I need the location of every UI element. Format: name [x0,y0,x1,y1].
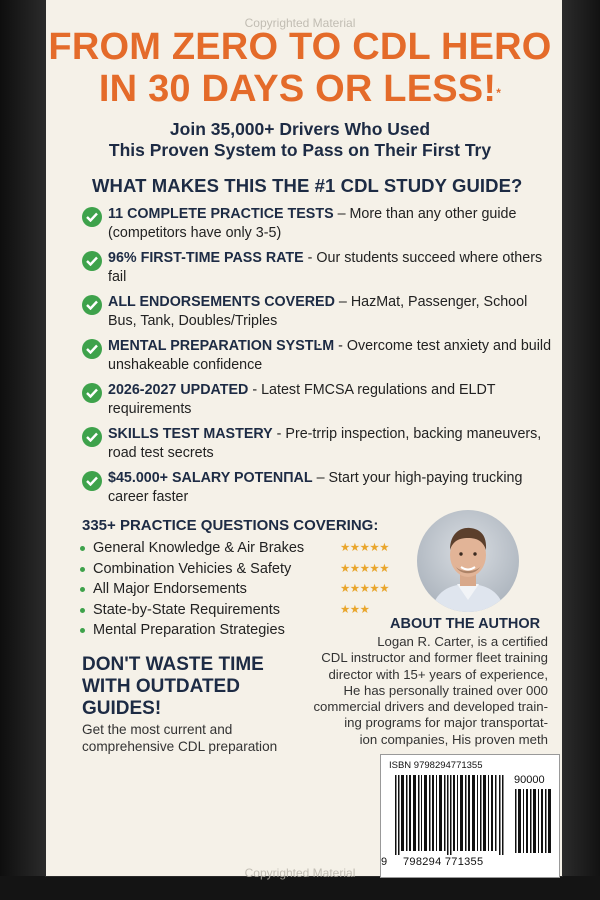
get-most-text: Get the most current and comprehensive CDL preparation [82,722,278,754]
feature-desc: Start your high-paying trucking career faster [108,470,523,505]
check-icon [82,471,102,491]
feature-title: 96% FIRST-TIME PASS RATE [108,250,304,266]
bullet-icon [80,587,85,592]
topic-item: State-by-State Requirements ★★★ [80,600,420,621]
bullet-icon [80,608,85,613]
star-rating: ★★★★★ [340,542,390,554]
bullet-icon [80,546,85,551]
feature-title: SKILLS TEST MASTERY [108,426,273,442]
feature-title: 2026-2027 UPDATED [108,382,249,398]
feature-item: ALL ENDORSEMENTS COVERED – HazMat, Passenger, School Bus, Tank, Doubles/Triples [82,293,552,337]
subhead-line-1: Join 35,000+ Drivers Who Used [169,119,431,139]
check-icon [82,251,102,271]
asterisk: * [496,86,502,100]
topic-item: General Knowledge & Air Brakes ★★★★★ [80,538,420,559]
check-icon [82,339,102,359]
feature-title: $45.000+ SALARY POTENΠAL [108,470,313,486]
star-rating: ★★★ [340,603,370,616]
author-photo [417,510,519,612]
watermark-bottom: Copyrighted Material [244,866,356,880]
headline [0,26,600,110]
dont-waste-heading: DON'T WASTE TIME WITH OUTDATED GUIDES! [82,654,264,719]
check-icon [82,427,102,447]
isbn-barcode [380,754,560,878]
subheadline [0,119,600,161]
feature-item: 96% FIRST-TIME PASS RATE - Our students succeed where others fail [82,249,552,293]
isbn-label: ISBN 9798294771355 [389,760,483,771]
topic-item: All Major Endorsements ★★★★★ [80,579,420,600]
price-code: 90000 [514,774,545,786]
topic-list [80,538,420,641]
feature-item: 2026-2027 UPDATED - Latest FMCSA regulations and ELDT requirements [82,381,552,425]
star-rating: ★★★★★ [340,562,390,575]
price-barcode-bars [514,789,554,853]
watermark-top: Copyrighted Material [244,16,356,30]
topic-item: Mental Preparation Strategies [80,620,420,641]
feature-desc: Overcome test anxiety and build unshakeable confidence [108,338,552,373]
questions-heading: 335+ PRACTICE QUESTIONS COVERING: [82,517,379,534]
feature-desc: Latest FMCSA regulations and ELDT requirements [108,382,496,417]
feature-desc: Pre-trrip inspection, backing maneuvers, road test secrets [108,426,542,461]
feature-item: 11 COMPLETE PRACTICE TESTS – More than any other guide (competitors have only 3-5) [82,205,552,249]
feature-title: MENTAL PREPARATION SYSTĿM [108,338,335,354]
feature-item: $45.000+ SALARY POTENΠAL – Start your high-paying trucking career faster [82,469,552,513]
headline-line-1: FROM ZERO TO CDL HERO [48,26,552,68]
check-icon [82,383,102,403]
author-bio: Logan R. Carter, is a certified CDL instructor and former fleet training director with 15+ years of experience, He has personally trained over 000 commercial drivers and developed train- ing programs for major transportat- ion companies, His proven meth [313,634,548,747]
barcode-digits: 798294 771355 [403,856,484,868]
barcode-bars [389,775,509,855]
feature-title: ALL ENDORSEMENTS COVERED [108,294,335,310]
topic-item: Combination Vehicies & Safety ★★★★★ [80,559,420,580]
bullet-icon [80,567,85,572]
features-heading: WHAT MAKES THIS THE #1 CDL STUDY GUIDE? [92,175,523,196]
check-icon [82,207,102,227]
feature-item: SKILLS TEST MASTERY - Pre-trrip inspection, backing maneuvers, road test secrets [82,425,552,469]
feature-desc: HazMat, Passenger, School Bus, Tank, Doubles/Triples [108,294,528,329]
subhead-line-2: This Proven System to Pass on Their First Try [108,140,492,160]
barcode-first-digit: 9 [381,856,388,868]
check-icon [82,295,102,315]
bullet-icon [80,628,85,633]
feature-list [82,205,552,513]
feature-desc: Our students succeed where others fail [108,250,543,285]
feature-title: 11 COMPLETE PRACTICE TESTS [108,206,334,222]
headline-line-2: IN 30 DAYS OR LESS!* [98,68,502,110]
feature-desc: More than any other guide (competitors have only 3-5) [108,206,517,241]
about-author-heading: ABOUT THE AUTHOR [390,616,541,632]
star-rating: ★★★★★ [340,583,390,595]
feature-item: MENTAL PREPARATION SYSTĿM - Overcome test anxiety and build unshakeable confidence [82,337,552,381]
